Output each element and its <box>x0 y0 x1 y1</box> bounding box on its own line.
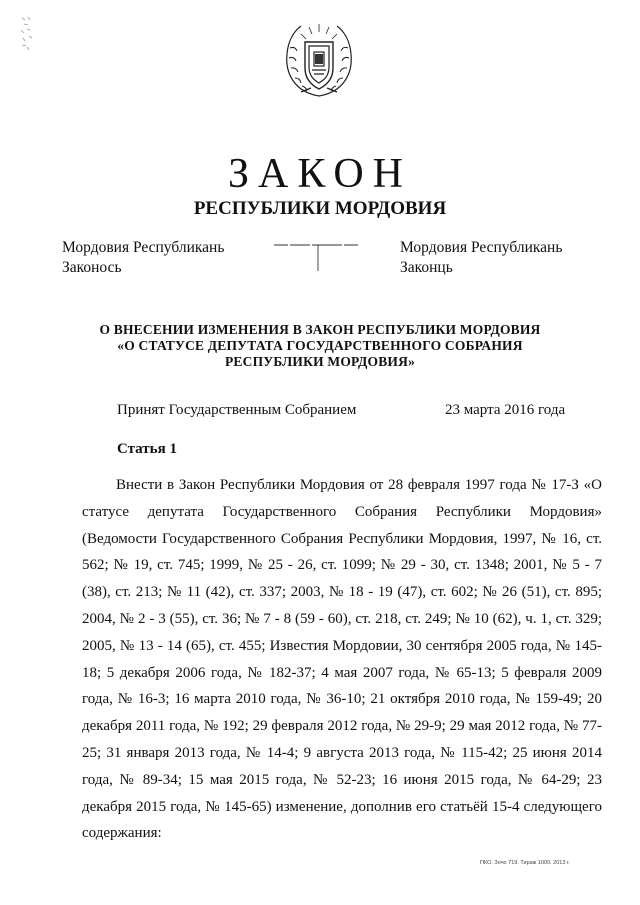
right-name-line1: Мордовия Республикань <box>400 239 563 256</box>
left-name-line1: Мордовия Республикань <box>62 239 225 256</box>
law-heading-line2: «О СТАТУСЕ ДЕПУТАТА ГОСУДАРСТВЕННОГО СОБРАНИЯ <box>117 338 523 353</box>
law-heading <box>80 322 560 370</box>
document-title: ЗАКОН <box>227 151 412 197</box>
adoption-label: Принят Государственным Собранием <box>117 402 357 418</box>
adoption-date: 23 марта 2016 года <box>445 402 566 418</box>
article-paragraph: Внести в Закон Республики Мордовия от 28 февраля 1997 года № 17-З «О статусе депутата Государственного Собрания Республики Мордовия» (Ведомости Государственного Собрания Республики Мордовия, 1997, № 16, ст. 562; № 19, ст. 745; 1999, № 25 - 26, ст. 1099; № 29 - 30, ст. 1348; 2001, № 5 - 7 (38), ст. 213; № 11 (42), ст. 337; 2003, № 18 - 19 (47), ст. 602; № 26 (51), ст. 895; 2004, № 2 - 3 (55), ст. 36; № 7 - 8 (59 - 60), ст. 218, ст. 249; № 10 (62), ч. 1, ст. 329; 2005, № 13 - 14 (65), ст. 455; Известия Мордовии, 30 сентября 2005 года, № 145-18; 5 декабря 2006 года, № 182-37; 4 мая 2007 года, № 65-13; 5 февраля 2009 года, № 16-3; 16 марта 2010 года, № 36-10; 21 октября 2010 года, № 159-49; 20 декабря 2011 года, № 192; 29 февраля 2012 года, № 29-9; 29 мая 2012 года, № 77-25; 31 января 2013 года, № 14-4; 9 августа 2013 года, № 115-42; 25 июня 2014 года, № 89-34; 15 мая 2015 года, № 52-23; 16 июня 2015 года, № 64-29; 23 декабря 2015 года, № 145-65) изменение, дополнив его статьёй 15-4 следующего содержания: <box>82 477 602 842</box>
mordovia-coat-of-arms-icon <box>281 18 357 102</box>
scan-artifact-mark <box>18 14 40 54</box>
right-name-line2: Законць <box>400 259 453 276</box>
registration-line <box>272 242 362 272</box>
law-heading-line3: РЕСПУБЛИКИ МОРДОВИЯ» <box>224 354 416 369</box>
print-mark: ПКО. Зочо 719. Тираж 1000. 2013 г. <box>480 860 570 866</box>
law-heading-line1: О ВНЕСЕНИИ ИЗМЕНЕНИЯ В ЗАКОН РЕСПУБЛИКИ МОРДОВИЯ <box>99 322 541 337</box>
left-name-line2: Законось <box>62 259 122 276</box>
republic-name-right <box>400 238 562 278</box>
republic-name-left <box>62 238 224 278</box>
document-subtitle: РЕСПУБЛИКИ МОРДОВИЯ <box>193 198 447 219</box>
article-title: Статья 1 <box>117 441 177 457</box>
